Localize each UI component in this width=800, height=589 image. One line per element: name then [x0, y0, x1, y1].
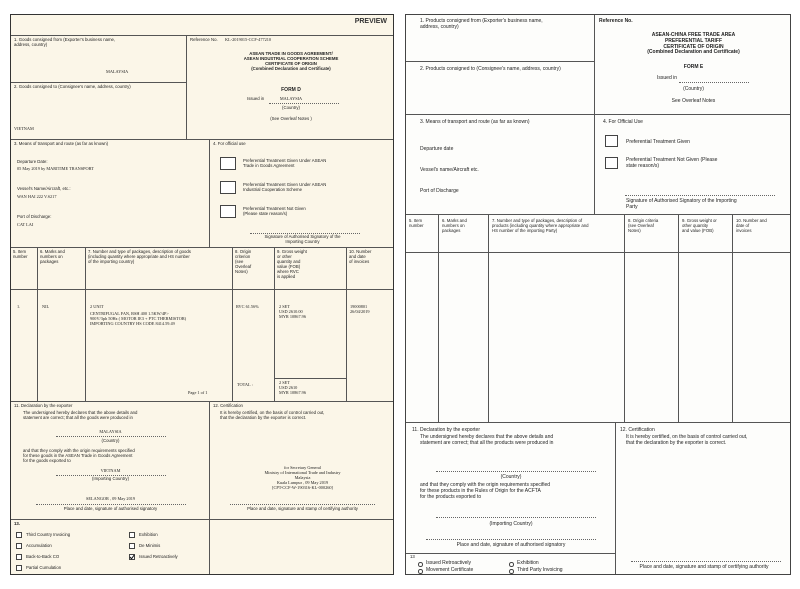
col7-header: 7. Number and type of packages, description of goods (including quantity where appropriate and HS number of the importing country): [86, 248, 233, 290]
box1-exporter: [11, 35, 187, 83]
issued-country-label: (Country): [282, 105, 300, 110]
formE-official-checkbox-1[interactable]: [605, 135, 618, 147]
formE-title: ASEAN-CHINA FREE TRADE AREA PREFERENTIAL TARIFF CERTIFICATE OF ORIGIN (Combined Declaration and Certificate): [647, 32, 740, 56]
formE-box12-label: 12. Certification: [620, 427, 655, 433]
formE-vessel: Vessel's name/Aircraft etc.: [420, 167, 479, 173]
formE-box12-text: It is hereby certified, on the basis of control carried out, that the declaration by the exporter is correct.: [626, 434, 748, 446]
total-label: TOTAL :: [237, 382, 253, 387]
formE-box11-label: 11. Declaration by the exporter: [412, 427, 481, 433]
box12-certification: [210, 402, 394, 520]
importing-signature-label: Signature of Authorised Signatory of the Importing Country: [264, 234, 341, 244]
formE-opt-exhibition: Exhibition: [517, 560, 539, 566]
box11-place-label: Place and date, signature of authorised signatory: [63, 506, 158, 511]
formE-opt1: Preferential Treatment Given: [626, 139, 690, 145]
opt-de-minimis-checkbox[interactable]: [129, 543, 135, 549]
opt-issued-retroactively-checkbox[interactable]: [129, 554, 135, 560]
port-value: CAT LAI: [17, 222, 34, 227]
departure-value: 05 May 2019 by MARITIME TRANSPORT: [17, 166, 94, 171]
formE-official-checkbox-2[interactable]: [605, 157, 618, 169]
formE-issued-in: Issued in: [657, 75, 678, 81]
formE-box3: [406, 115, 595, 215]
formE-opt2: Preferential Treatment Not Given (Please state reason/s): [626, 157, 718, 169]
formE-col9-body: [679, 253, 733, 423]
col6-header: 6. Marks and numbers on packages: [38, 248, 86, 290]
formE-box2: [406, 62, 595, 115]
formE-col8-body: [625, 253, 679, 423]
formE-box3-label: 3. Means of transport and route (as far as known): [420, 119, 530, 125]
form-e-certificate: [405, 14, 791, 575]
formE-box13: [406, 554, 616, 575]
formE-col5-body: [406, 253, 439, 423]
formE-signature-label: Signature of Authorised Signatory of the Importing Party: [626, 198, 737, 210]
title-block: [187, 35, 394, 140]
box11-text1: The undersigned hereby declares that the above details and statement are correct; that all the goods were produced in: [23, 410, 138, 420]
opt-accumulation: Accumulation: [26, 543, 52, 548]
opt-third-country-checkbox[interactable]: [16, 532, 22, 538]
opt-exhibition: Exhibition: [139, 532, 158, 537]
formE-col10-body: [733, 253, 791, 423]
formE-country-label: (Country): [683, 86, 704, 92]
opt-third-country: Third Country Invoicing: [26, 532, 71, 537]
formE-box11-country-label: (Country): [500, 474, 522, 480]
form-d-title: ASEAN TRADE IN GOODS AGREEMENT/ ASEAN INDUSTRIAL COOPERATION SCHEME CERTIFICATE OF ORIGIN (Combined Declaration and Certificate): [243, 51, 339, 71]
box13-blank: [210, 520, 394, 575]
opt-exhibition-checkbox[interactable]: [129, 532, 135, 538]
vessel-value: WAN HAI 222 V.S217: [17, 194, 57, 199]
formE-box11-text2: and that they comply with the origin requirements specified for these products in the Rules of Origin for the ACFTA for the products exported to: [420, 482, 551, 500]
ref-number: KL-2019015-CCF-477210: [225, 37, 272, 42]
issued-country: MALAYSIA: [279, 96, 303, 101]
box4-official-use: [210, 140, 394, 248]
formE-box11: [406, 423, 616, 554]
preview-label: PREVIEW: [354, 18, 387, 25]
formE-box11-place-label: Place and date, signature of authorised signatory: [456, 542, 566, 548]
formE-box12: [616, 423, 791, 575]
box11-place-value: SELANGOR , 09 May 2019: [85, 496, 136, 501]
box11-label: 11. Declaration by the exporter: [14, 403, 73, 408]
col10-body: [347, 290, 394, 402]
box1-label: 1. Goods consigned from (Exporter's business name, address, country): [14, 37, 116, 47]
col5-body: [11, 290, 38, 402]
box12-text: It is hereby certified, on the basis of control carried out, that the declaration by the exporter is correct.: [220, 410, 325, 420]
box13-label: 13.: [14, 521, 20, 526]
col6-body: [38, 290, 86, 402]
formE-col5-header: 5. Item number: [406, 215, 439, 253]
col9-body: [275, 290, 347, 402]
formE-port: Port of Discharge: [420, 188, 459, 194]
item-number: 1.: [17, 304, 21, 309]
opt-partial-cumulation-checkbox[interactable]: [16, 565, 22, 571]
issued-in-label: Issued in: [247, 96, 265, 101]
item-origin: RVC 61.56%: [236, 304, 259, 309]
opt-de-minimis: De Minimis: [139, 543, 161, 548]
opt-back-to-back: Back-to-Back CO: [26, 554, 60, 559]
total-value: 2 SET USD 2610 MYR 10867.96: [279, 380, 306, 395]
item-marks: NIL: [42, 304, 50, 309]
opt-partial-cumulation: Partial Cumulation: [26, 565, 62, 570]
formE-col6-body: [439, 253, 489, 423]
see-overleaf: (See Overleaf Notes ): [270, 116, 312, 121]
formE-box4-label: 4. For Official Use: [603, 119, 643, 125]
item-gross: 2 SET USD 2610.00 MYR 10867.96: [279, 304, 306, 319]
box11-importing-value: VIETNAM: [100, 468, 121, 473]
box2-country: VIETNAM: [14, 126, 34, 131]
departure-label: Departure Date:: [17, 159, 48, 164]
formE-see-overleaf: See Overleaf Notes: [671, 98, 716, 104]
formE-opt-third-party-radio[interactable]: [509, 569, 514, 574]
item-invoice: 19000801 26/04/2019: [350, 304, 370, 314]
col8-body: [233, 290, 275, 402]
formE-box11-text1: The undersigned hereby declares that the above details and statement are correct; that all the products were produced in: [420, 434, 554, 446]
official-opt-1: Preferential Treatment Given Under ASEAN Trade in Goods Agreement: [243, 158, 327, 168]
formE-col8-header: 8. Origin criteria (see Overleaf Notes): [625, 215, 679, 253]
ref-label: Reference No.: [190, 37, 218, 42]
box11-declaration: [11, 402, 210, 520]
page-number: Page 1 of 1: [188, 390, 208, 395]
formE-col7-header: 7. Number and type of packages, description of products (including quantity where appropriate and HS number of the importing Party): [489, 215, 625, 253]
form-d-certificate: [10, 14, 394, 575]
formE-box1: [406, 15, 595, 62]
item-qty: 2 UNIT: [90, 304, 104, 309]
vessel-label: Vessel's Name/Aircraft, etc.:: [17, 186, 71, 191]
col9-header: 9. Gross weight or other quantity and value (FOB) where RVC is applied: [275, 248, 347, 290]
box11-importing-label: (Importing Country): [91, 476, 129, 481]
formE-box11-importing-label: (Importing Country): [489, 521, 533, 527]
box3-label: 3. Means of transport and route (as far as known): [14, 141, 109, 146]
col8-header: 8. Origin criterion (see Overleaf Notes): [233, 248, 275, 290]
opt-accumulation-checkbox[interactable]: [16, 543, 22, 549]
box11-country-value: MALAYSIA: [99, 429, 122, 434]
box2-label: 2. Goods consigned to (Consignee's name, address, country): [14, 84, 131, 89]
formE-ref-label: Reference No.: [599, 18, 633, 24]
box12-label: 12. Certification: [213, 403, 243, 408]
formE-col10-header: 10. Number and date of invoices: [733, 215, 791, 253]
formE-col7-body: [489, 253, 625, 423]
box12-place-label: Place and date, signature and stamp of certifying authority: [247, 506, 358, 511]
opt-back-to-back-checkbox[interactable]: [16, 554, 22, 560]
formE-opt-movement: Movement Certificate: [426, 567, 474, 573]
formE-col6-header: 6. Marks and numbers on packages: [439, 215, 489, 253]
box2-consignee: [11, 83, 187, 140]
formE-opt-exhibition-radio[interactable]: [509, 562, 514, 567]
formE-col9-header: 9. Gross weight or other quantity and value (FOB): [679, 215, 733, 253]
box4-label: 4. For official use: [213, 141, 246, 146]
box13-options: [11, 520, 210, 575]
formE-box4: [595, 115, 791, 215]
port-label: Port of Discharge:: [17, 214, 52, 219]
col10-header: 10. Number and date of invoices: [347, 248, 394, 290]
formE-box12-place-label: Place and date, signature and stamp of certifying authority: [639, 564, 769, 570]
official-checkbox-1[interactable]: [220, 157, 236, 170]
box11-country-label: (Country): [101, 438, 120, 443]
formE-opt-third-party: Third Party Invoicing: [517, 567, 563, 573]
formE-box13-label: 13: [410, 554, 415, 559]
official-checkbox-2[interactable]: [220, 181, 236, 194]
col5-header: 5. Item number: [11, 248, 38, 290]
col7-body: [86, 290, 233, 402]
official-opt-3: Preferential Treatment Not Given (Please state reason/s): [243, 206, 306, 216]
box3-transport: [11, 140, 210, 248]
form-d-name: FORM D: [281, 87, 301, 93]
formE-opt-retro: Issued Retroactively: [426, 560, 472, 566]
box12-stamp: for Secretary General Ministry of International Trade and Industry Malaysia Kuala Lumpur , 09 May 2019 [CPT-CCF-W-190316-KL-000260]: [264, 465, 341, 490]
formE-title-block: [595, 15, 791, 115]
item-description: CENTRIFUGAL FAN, RSH 400 1.5KW/4P> 900V/3ph 50Hz ( MOTOR IE3 + PTC THERMISTOR) IMPORTING COUNTRY HS CODE 8414.59.49: [90, 311, 187, 326]
formE-box2-label: 2. Products consigned to (Consignee's name, address, country): [420, 66, 561, 72]
formE-opt-movement-radio[interactable]: [418, 569, 423, 574]
box1-country: MALAYSIA: [106, 69, 129, 74]
formE-form-name: FORM E: [683, 64, 704, 70]
formE-departure: Departure date: [420, 146, 454, 152]
official-opt-2: Preferential Treatment Given Under ASEAN Industrial Cooperation Scheme: [243, 182, 327, 192]
official-checkbox-3[interactable]: [220, 205, 236, 218]
opt-issued-retroactively: Issued Retroactively: [139, 554, 178, 559]
formE-box1-label: 1. Products consigned from (Exporter's business name, address, country): [420, 18, 543, 30]
formE-opt-retro-radio[interactable]: [418, 562, 423, 567]
box11-text2: and that they comply with the origin requirements specified for these goods in the ASEAN Trade in Goods Agreement for the goods exported to: [23, 448, 135, 463]
